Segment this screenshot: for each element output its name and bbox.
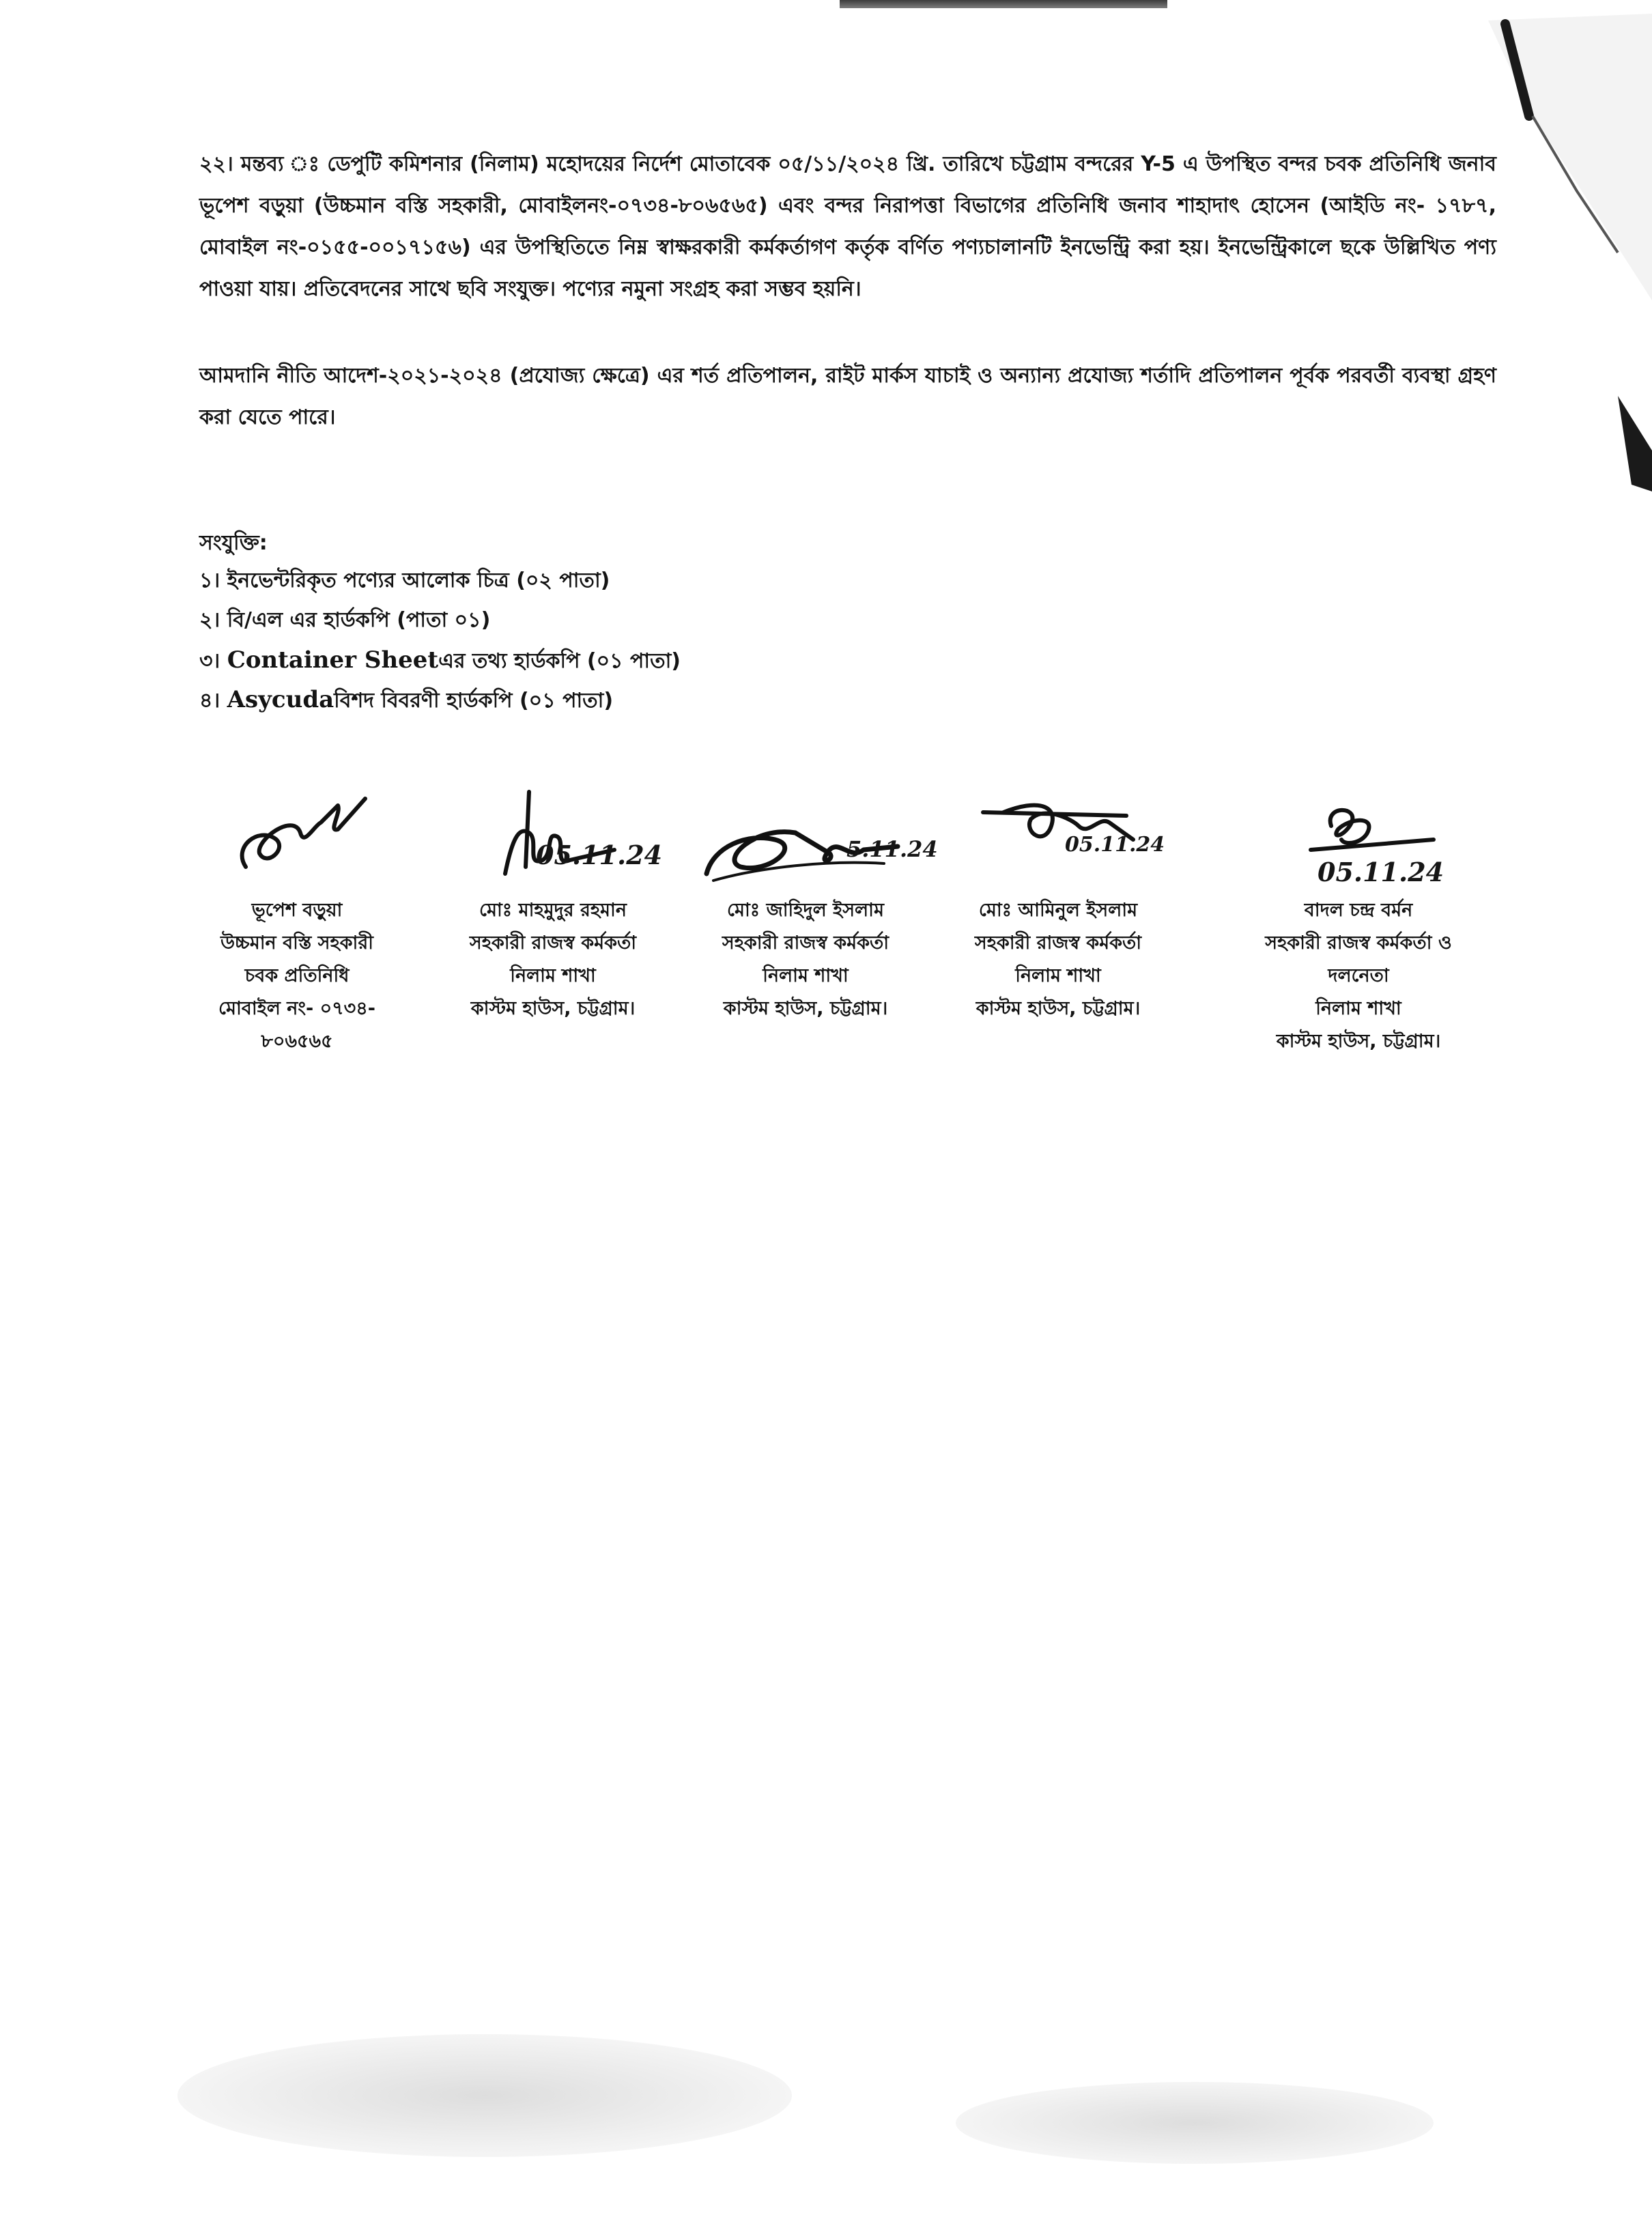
signatory-block-3 xyxy=(689,785,938,1025)
signatory-section: নিলাম শাখা xyxy=(510,965,596,986)
signatory-block-2 xyxy=(437,785,669,1025)
signatory-mobile-cont: ৮০৬৫৬৫ xyxy=(261,1031,333,1052)
scan-smudge xyxy=(177,2034,792,2157)
signatory-block-1 xyxy=(184,785,410,1058)
signatory-role: চবক প্রতিনিধি xyxy=(244,965,350,986)
attachment-number: ২। xyxy=(199,608,220,632)
signatory-section: নিলাম শাখা xyxy=(1015,965,1101,986)
signatory-designation: উচ্চমান বস্তি সহকারী xyxy=(220,932,373,954)
attachments-list xyxy=(199,561,1155,719)
attachment-latin-text: Container Sheet xyxy=(227,646,439,674)
attachment-text: এর তথ্য হার্ডকপি (০১ পাতা) xyxy=(438,649,681,673)
signatory-block-5 xyxy=(1222,785,1495,1058)
attachment-item xyxy=(199,601,1155,640)
attachment-number: ১। xyxy=(199,569,220,592)
signatory-name: ভূপেশ বড়ুয়া xyxy=(251,900,343,921)
signatory-designation: সহকারী রাজস্ব কর্মকর্তা xyxy=(974,932,1142,954)
recommendation-paragraph: আমদানি নীতি আদেশ-২০২১-২০২৪ (প্রযোজ্য ক্ষেত্রে) এর শর্ত প্রতিপালন, রাইট মার্কস যাচাই ও অন্যান্য প্রযোজ্য শর্তাদি প্রতিপালন পূর্বক পরবর্তী ব্যবস্থা গ্রহণ করা যেতে পারে। xyxy=(199,364,1496,429)
signatory-name: মোঃ আমিনুল ইসলাম xyxy=(978,900,1138,921)
attachment-latin-text: Asycuda xyxy=(227,686,334,713)
signature-date: 05.11.24 xyxy=(536,840,663,870)
signatory-office: কাস্টম হাউস, চট্টগ্রাম। xyxy=(723,998,888,1019)
signatory-name: মোঃ জাহিদুল ইসলাম xyxy=(727,900,884,921)
signatory-office: কাস্টম হাউস, চট্টগ্রাম। xyxy=(470,998,636,1019)
signature-date: 05.11.24 xyxy=(1318,857,1444,887)
signatory-block-4 xyxy=(942,785,1174,1025)
attachment-item xyxy=(199,680,1155,719)
attachment-number: ৪। xyxy=(199,689,220,713)
signatory-designation: সহকারী রাজস্ব কর্মকর্তা xyxy=(469,932,637,954)
handwritten-signature xyxy=(218,785,375,881)
attachments-title: সংযুক্তি: xyxy=(199,531,268,555)
signatory-name: বাদল চন্দ্র বর্মন xyxy=(1304,900,1413,921)
signatory-designation: সহকারী রাজস্ব কর্মকর্তা xyxy=(722,932,889,954)
attachments-section xyxy=(199,526,1155,719)
signatory-name: মোঃ মাহমুদুর রহমান xyxy=(479,900,627,921)
signatory-mobile: মোবাইল নং- ০৭৩৪- xyxy=(218,998,375,1019)
signatory-section: নিলাম শাখা xyxy=(1315,998,1401,1019)
signatory-designation: সহকারী রাজস্ব কর্মকর্তা ও xyxy=(1265,932,1452,954)
signatory-office: কাস্টম হাউস, চট্টগ্রাম। xyxy=(975,998,1141,1019)
attachment-text: ইনভেন্টরিকৃত পণ্যের আলোক চিত্র (০২ পাতা) xyxy=(227,569,610,592)
signature-date: 05.11.24 xyxy=(1065,833,1165,857)
remarks-paragraph: ২২। মন্তব্য ঃ ডেপুটি কমিশনার (নিলাম) মহোদয়ের নির্দেশ মোতাবেক ০৫/১১/২০২৪ খ্রি. তারিখে চট্টগ্রাম বন্দরের Y-5 এ উপস্থিত বন্দর চবক প্রতিনিধি জনাব ভূপেশ বড়ুয়া (উচ্চমান বস্তি সহকারী, মোবাইলনং-০৭৩৪-৮০৬৫৬৫) এবং বন্দর নিরাপত্তা বিভাগের প্রতিনিধি জনাব শাহাদাৎ হোসেন (আইডি নং- ১৭৮৭, মোবাইল নং-০১৫৫-০০১৭১৫৬) এর উপস্থিতিতে নিম্ন স্বাক্ষরকারী কর্মকর্তাগণ কর্তৃক বর্ণিত পণ্যচালানটি ইনভেন্ট্রি করা হয়। ইনভেন্ট্রিকালে ছকে উল্লিখিত পণ্য পাওয়া যায়। প্রতিবেদনের সাথে ছবি সংযুক্ত। পণ্যের নমুনা সংগ্রহ করা সম্ভব হয়নি। xyxy=(199,152,1496,301)
scan-smudge xyxy=(956,2082,1434,2164)
signatory-role: দলনেতা xyxy=(1328,965,1389,986)
attachment-number: ৩। xyxy=(199,649,220,673)
signatory-section: নিলাম শাখা xyxy=(763,965,849,986)
attachment-item xyxy=(199,561,1155,601)
signature-date: 5.11.24 xyxy=(846,836,938,862)
signatory-office: কাস্টম হাউস, চট্টগ্রাম। xyxy=(1276,1031,1441,1052)
attachment-text: বি/এল এর হার্ডকপি (পাতা ০১) xyxy=(227,608,491,632)
scan-edge-shadow xyxy=(840,0,1167,8)
attachment-item xyxy=(199,640,1155,680)
attachment-text: বিশদ বিবরণী হার্ডকপি (০১ পাতা) xyxy=(334,689,614,713)
